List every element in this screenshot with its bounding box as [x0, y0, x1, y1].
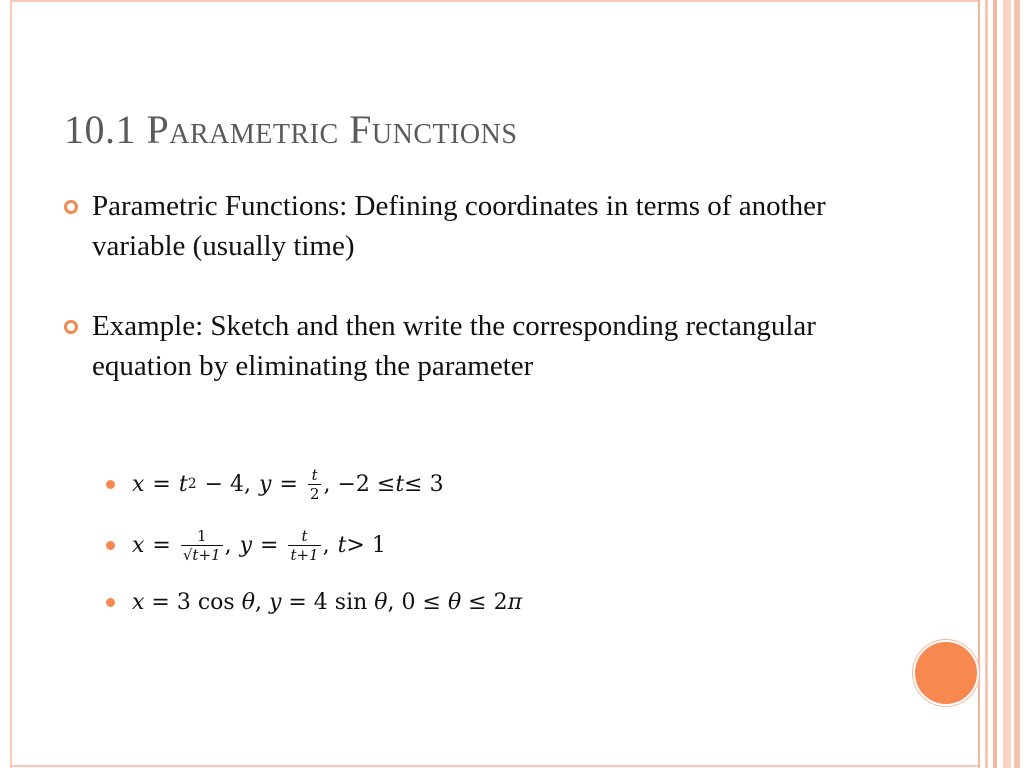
- bullet-item: [62, 306, 892, 386]
- var-y: y: [268, 589, 282, 615]
- term: − 4,: [204, 471, 252, 497]
- term: , 0 ≤: [387, 589, 448, 615]
- equals: =: [152, 471, 171, 497]
- term: ,: [254, 589, 269, 615]
- var-x: x: [132, 589, 145, 615]
- equation-item: [100, 462, 800, 506]
- bullet-item: [62, 186, 892, 266]
- numerator: t: [301, 526, 308, 545]
- var-pi: π: [507, 589, 523, 615]
- fraction: [288, 527, 320, 564]
- denominator: t+1: [290, 545, 319, 564]
- frame-top-line: [10, 0, 978, 2]
- equation-item: x = $\frac{1}{√t+1}$ , y = $\frac{t}{t+1}$ , t > 1: [100, 514, 800, 576]
- denominator: t+1: [192, 545, 221, 564]
- bullet-text: Example: Sketch and then write the corresponding rectangular equation by eliminating the parameter: [92, 310, 816, 382]
- term: = 3 cos: [144, 589, 242, 615]
- var-theta: θ: [447, 589, 462, 615]
- var-y: y: [259, 471, 272, 497]
- frame-left-line: [10, 0, 12, 768]
- fraction: [308, 466, 322, 503]
- term: > 1: [346, 532, 386, 558]
- var-x: x: [132, 471, 145, 497]
- var-x: x: [132, 532, 145, 558]
- equation-item: [100, 580, 800, 624]
- fraction: [181, 527, 223, 564]
- var-theta: θ: [374, 589, 388, 615]
- equation-list: [100, 462, 800, 624]
- slide-title: 10.1 Parametric Functions: [64, 107, 518, 152]
- var-t: t: [395, 471, 405, 497]
- frame-bottom-line: [10, 765, 978, 767]
- bullet-list: [62, 186, 892, 386]
- sqrt-symbol: √: [182, 545, 193, 564]
- bullet-ring-icon: [64, 200, 78, 214]
- decor-stripe: [1014, 0, 1020, 768]
- decor-circle: [913, 640, 979, 706]
- var-theta: θ: [241, 589, 255, 615]
- var-y: y: [239, 532, 252, 558]
- term: ≤ 2: [461, 589, 508, 615]
- exponent: 2: [187, 476, 197, 492]
- term: , −2 ≤: [323, 471, 396, 497]
- bullet-dot-icon: [106, 598, 115, 607]
- decor-stripe: [978, 0, 980, 768]
- bullet-dot-icon: [106, 480, 115, 489]
- bullet-dot-icon: [106, 541, 115, 550]
- decor-stripe: [985, 0, 988, 768]
- bullet-text: Parametric Functions: Defining coordinates in terms of another variable (usually time): [92, 190, 826, 262]
- numerator: 1: [196, 526, 207, 545]
- var-t: t: [178, 471, 188, 497]
- decor-stripe: [1003, 0, 1011, 768]
- denominator: 2: [309, 484, 320, 503]
- decor-stripe: [993, 0, 997, 768]
- term: ≤ 3: [404, 471, 444, 497]
- numerator: t: [311, 465, 318, 484]
- var-t: t: [337, 532, 347, 558]
- term: = 4 sin: [281, 589, 375, 615]
- equals: =: [260, 532, 279, 558]
- equals: =: [279, 471, 298, 497]
- bullet-ring-icon: [64, 320, 78, 334]
- equals: =: [152, 532, 171, 558]
